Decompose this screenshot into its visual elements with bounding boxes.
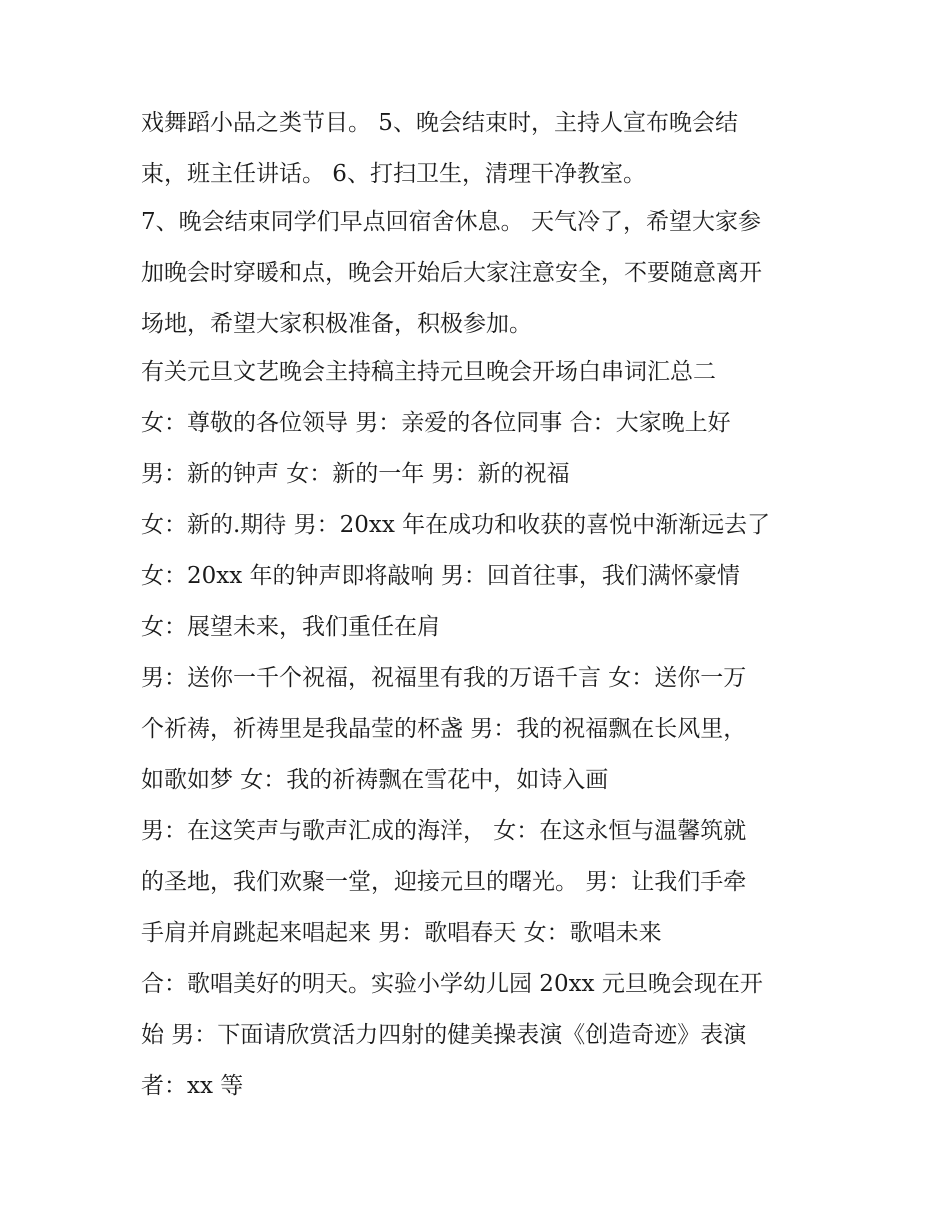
- text-line-14: 如歌如梦 女：我的祈祷飘在雪花中，如诗入画: [141, 767, 609, 793]
- text-line-3: 7、晚会结束同学们早点回宿舍休息。 天气冷了，希望大家参: [141, 209, 761, 235]
- text-line-1: 戏舞蹈小品之类节目。 5、晚会结束时，主持人宣布晚会结: [141, 110, 738, 136]
- text-line-19: 始 男：下面请欣赏活力四射的健美操表演《创造奇迹》表演: [141, 1022, 747, 1048]
- document-text-body: [141, 111, 831, 1099]
- text-line-13: 个祈祷，祈祷里是我晶莹的杯盏 男：我的祝福飘在长风里，: [141, 716, 747, 742]
- text-line-10: 女：20xx 年的钟声即将敲响 男：回首往事，我们满怀豪情: [141, 563, 740, 589]
- text-line-15: 男：在这笑声与歌声汇成的海洋， 女：在这永恒与温馨筑就: [141, 818, 747, 844]
- text-line-20: 者：xx 等: [141, 1073, 244, 1099]
- text-line-4: 加晚会时穿暖和点，晚会开始后大家注意安全，不要随意离开: [141, 260, 762, 286]
- text-line-18: 合：歌唱美好的明天。实验小学幼儿园 20xx 元旦晚会现在开: [141, 971, 763, 997]
- text-line-16: 的圣地，我们欢聚一堂，迎接元旦的曙光。 男：让我们手牵: [141, 869, 747, 895]
- text-line-7: 女：尊敬的各位领导 男：亲爱的各位同事 合：大家晚上好: [141, 410, 731, 436]
- text-line-12: 男：送你一千个祝福，祝福里有我的万语千言 女：送你一万: [141, 665, 747, 691]
- text-line-8: 男：新的钟声 女：新的一年 男：新的祝福: [141, 461, 570, 487]
- text-line-5: 场地，希望大家积极准备，积极参加。: [141, 311, 532, 337]
- text-line-11: 女：展望未来，我们重任在肩: [141, 614, 440, 640]
- text-line-2: 束，班主任讲话。 6、打扫卫生，清理干净教室。: [141, 161, 646, 187]
- text-line-17: 手肩并肩跳起来唱起来 男：歌唱春天 女：歌唱未来: [141, 920, 662, 946]
- text-line-6: 有关元旦文艺晚会主持稿主持元旦晚会开场白串词汇总二: [141, 359, 716, 385]
- text-line-9: 女：新的.期待 男：20xx 年在成功和收获的喜悦中渐渐远去了: [141, 512, 771, 538]
